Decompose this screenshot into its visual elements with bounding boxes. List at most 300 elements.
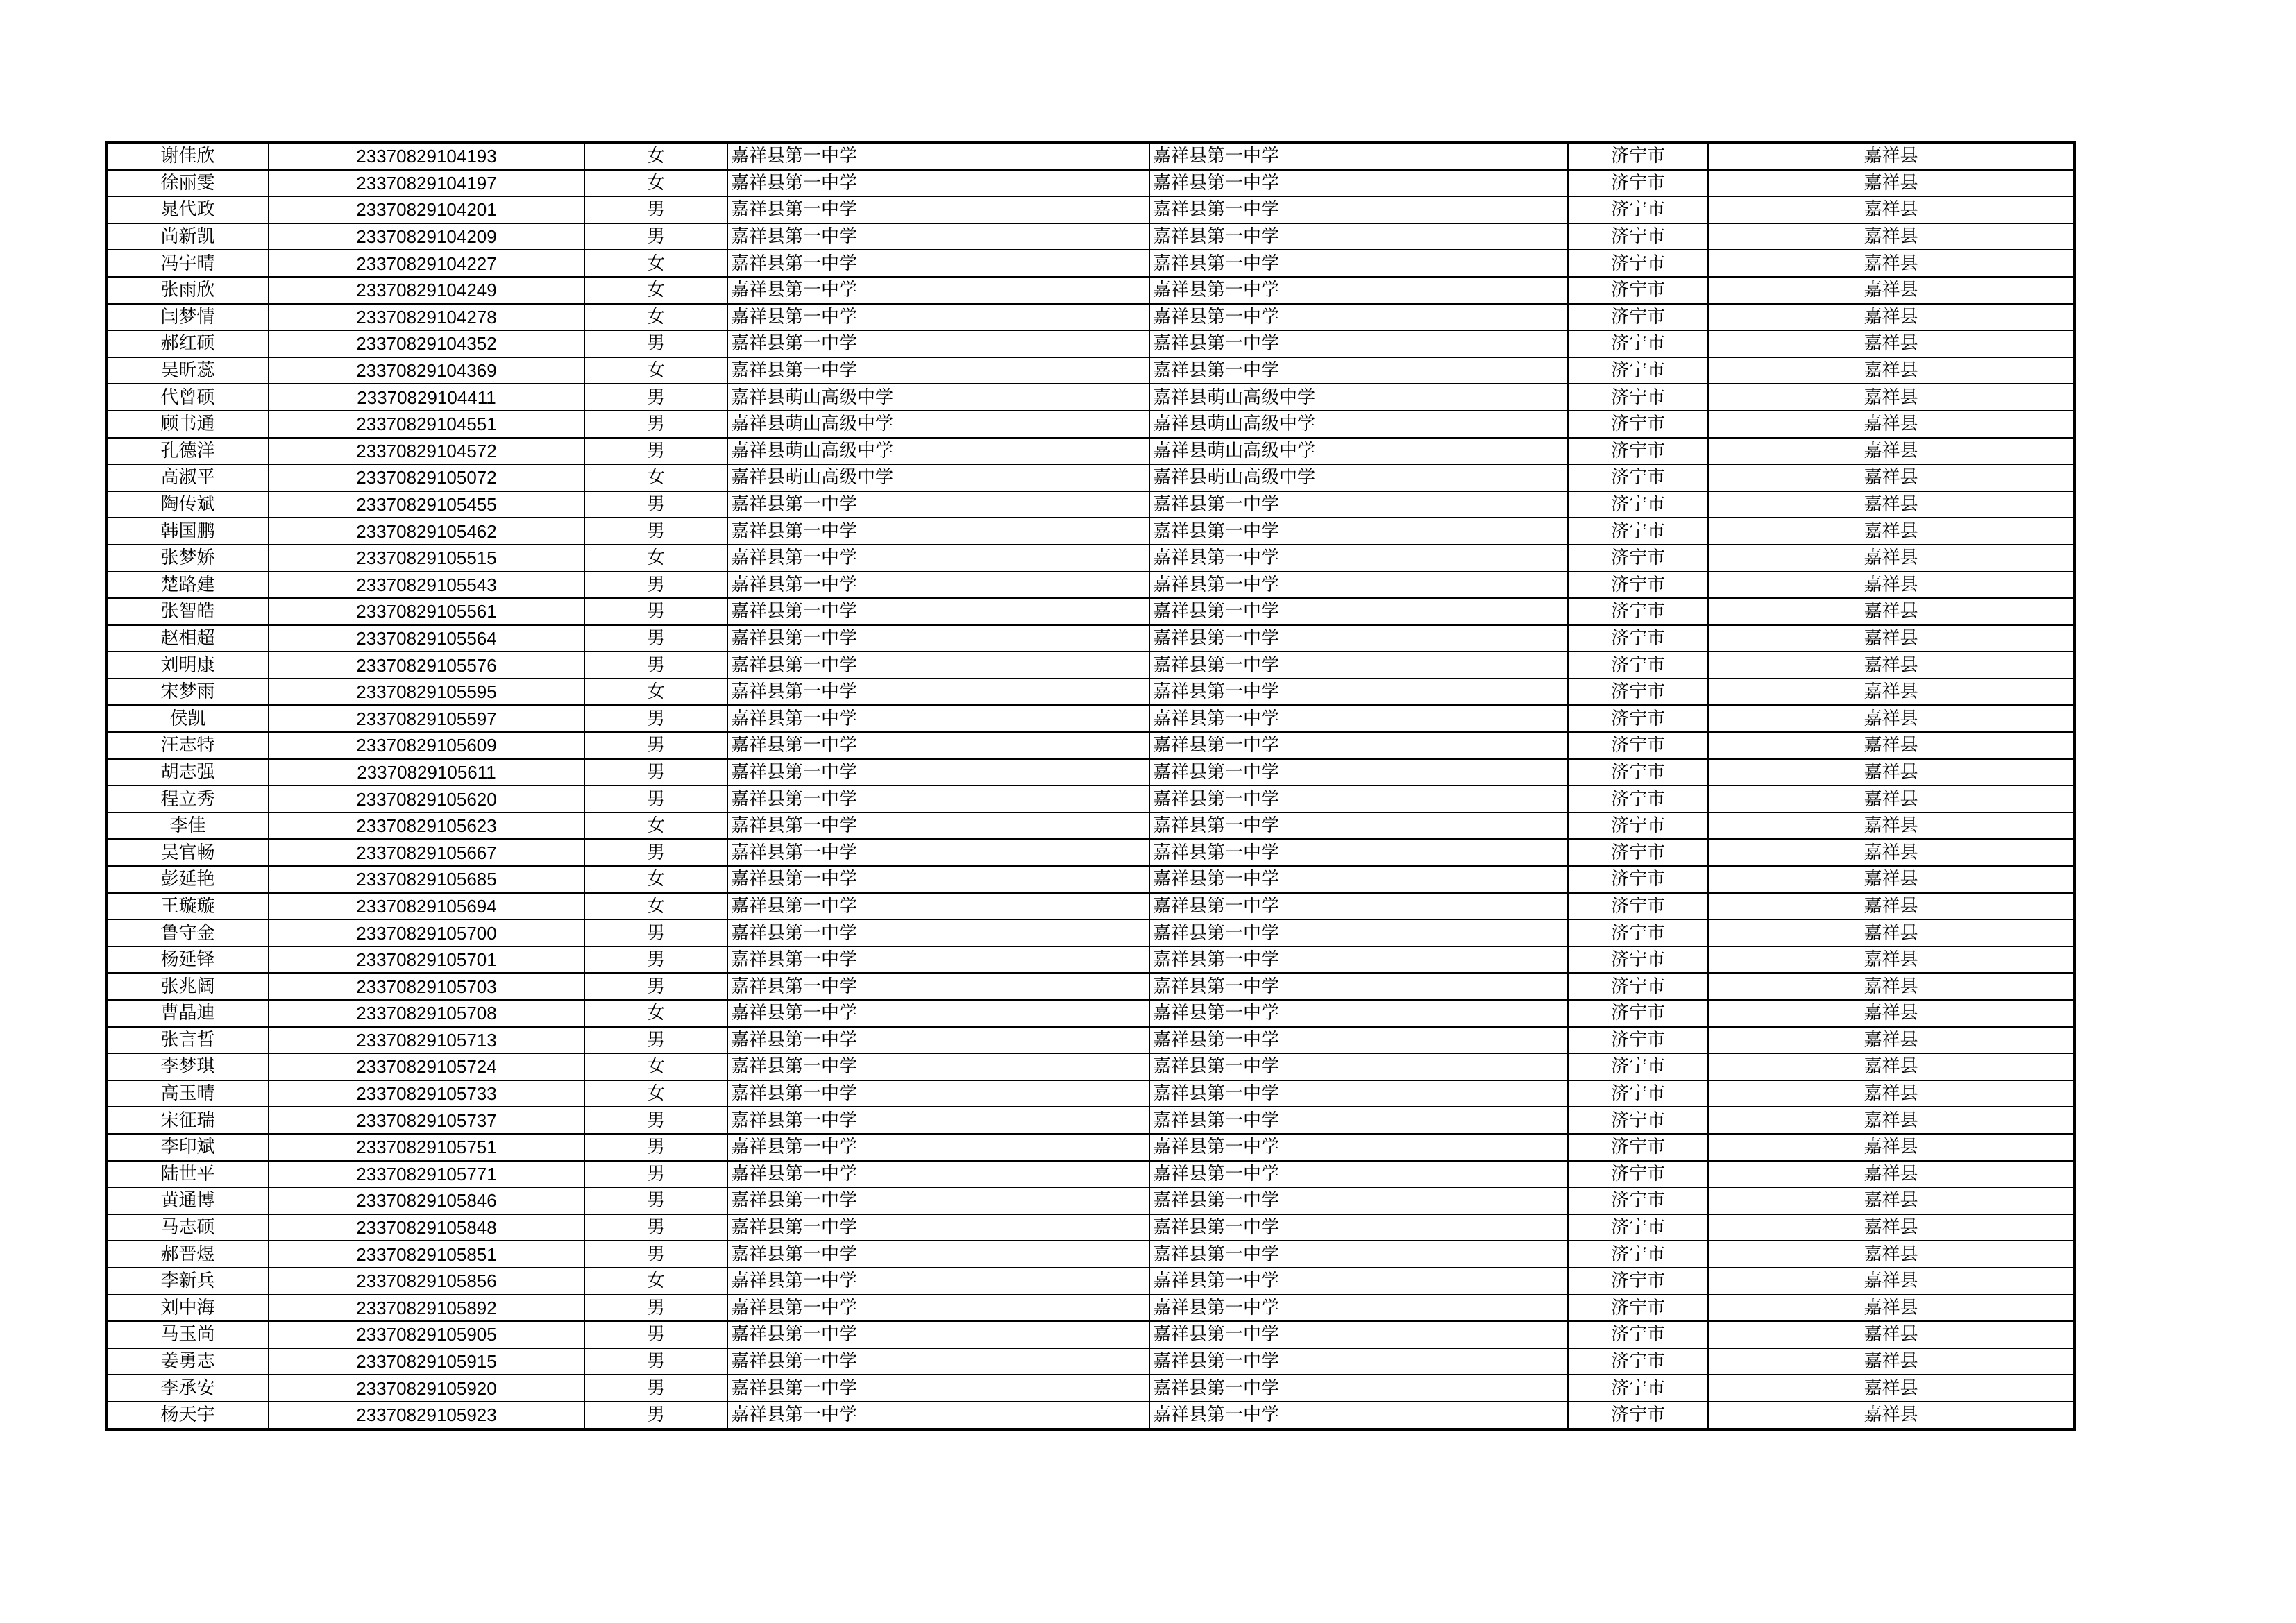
exam-number-cell: 23370829105667 <box>269 839 584 866</box>
student-name-cell: 陆世平 <box>106 1161 269 1188</box>
county-cell: 嘉祥县 <box>1708 464 2075 491</box>
school-cell: 嘉祥县第一中学 <box>727 1161 1149 1188</box>
table-body <box>106 142 2075 1429</box>
gender-cell: 女 <box>584 304 727 331</box>
table-row <box>106 1134 2075 1161</box>
exam-site-cell: 嘉祥县第一中学 <box>1149 813 1568 840</box>
table-row <box>106 1268 2075 1295</box>
exam-number-cell: 23370829105846 <box>269 1187 584 1214</box>
school-cell: 嘉祥县第一中学 <box>727 652 1149 679</box>
city-cell: 济宁市 <box>1568 1268 1708 1295</box>
exam-site-cell: 嘉祥县第一中学 <box>1149 1402 1568 1429</box>
gender-cell: 女 <box>584 813 727 840</box>
city-cell: 济宁市 <box>1568 277 1708 304</box>
school-cell: 嘉祥县第一中学 <box>727 1214 1149 1241</box>
county-cell: 嘉祥县 <box>1708 1027 2075 1054</box>
student-name-cell: 吴官畅 <box>106 839 269 866</box>
exam-site-cell: 嘉祥县第一中学 <box>1149 304 1568 331</box>
school-cell: 嘉祥县第一中学 <box>727 1295 1149 1322</box>
gender-cell: 男 <box>584 1375 727 1402</box>
student-name-cell: 侯凯 <box>106 705 269 732</box>
student-name-cell: 张智皓 <box>106 598 269 625</box>
city-cell: 济宁市 <box>1568 142 1708 170</box>
gender-cell: 女 <box>584 1053 727 1080</box>
city-cell: 济宁市 <box>1568 652 1708 679</box>
exam-number-cell: 23370829105733 <box>269 1080 584 1107</box>
table-row <box>106 223 2075 250</box>
table-row <box>106 304 2075 331</box>
student-name-cell: 孔德洋 <box>106 438 269 465</box>
table-row <box>106 1080 2075 1107</box>
gender-cell: 女 <box>584 464 727 491</box>
school-cell: 嘉祥县第一中学 <box>727 679 1149 706</box>
exam-number-cell: 23370829105543 <box>269 572 584 599</box>
exam-number-cell: 23370829104411 <box>269 384 584 411</box>
gender-cell: 男 <box>584 1321 727 1348</box>
city-cell: 济宁市 <box>1568 464 1708 491</box>
exam-site-cell: 嘉祥县第一中学 <box>1149 545 1568 572</box>
exam-number-cell: 23370829105713 <box>269 1027 584 1054</box>
student-name-cell: 郝红硕 <box>106 330 269 357</box>
school-cell: 嘉祥县第一中学 <box>727 330 1149 357</box>
exam-number-cell: 23370829105455 <box>269 491 584 518</box>
exam-site-cell: 嘉祥县第一中学 <box>1149 893 1568 920</box>
student-name-cell: 闫梦情 <box>106 304 269 331</box>
city-cell: 济宁市 <box>1568 1080 1708 1107</box>
school-cell: 嘉祥县第一中学 <box>727 973 1149 1000</box>
county-cell: 嘉祥县 <box>1708 893 2075 920</box>
county-cell: 嘉祥县 <box>1708 304 2075 331</box>
table-row <box>106 277 2075 304</box>
exam-number-cell: 23370829105708 <box>269 1000 584 1027</box>
exam-site-cell: 嘉祥县第一中学 <box>1149 1268 1568 1295</box>
exam-site-cell: 嘉祥县第一中学 <box>1149 759 1568 786</box>
gender-cell: 男 <box>584 438 727 465</box>
school-cell: 嘉祥县萌山高级中学 <box>727 384 1149 411</box>
exam-site-cell: 嘉祥县第一中学 <box>1149 1214 1568 1241</box>
exam-number-cell: 23370829104551 <box>269 411 584 438</box>
county-cell: 嘉祥县 <box>1708 1161 2075 1188</box>
student-name-cell: 胡志强 <box>106 759 269 786</box>
exam-number-cell: 23370829104193 <box>269 142 584 170</box>
exam-number-cell: 23370829104249 <box>269 277 584 304</box>
exam-site-cell: 嘉祥县第一中学 <box>1149 196 1568 223</box>
county-cell: 嘉祥县 <box>1708 1134 2075 1161</box>
school-cell: 嘉祥县第一中学 <box>727 250 1149 277</box>
city-cell: 济宁市 <box>1568 919 1708 946</box>
exam-site-cell: 嘉祥县第一中学 <box>1149 1321 1568 1348</box>
school-cell: 嘉祥县第一中学 <box>727 277 1149 304</box>
gender-cell: 女 <box>584 893 727 920</box>
county-cell: 嘉祥县 <box>1708 625 2075 652</box>
exam-number-cell: 23370829105462 <box>269 518 584 545</box>
exam-site-cell: 嘉祥县第一中学 <box>1149 518 1568 545</box>
gender-cell: 女 <box>584 545 727 572</box>
exam-number-cell: 23370829104209 <box>269 223 584 250</box>
gender-cell: 男 <box>584 223 727 250</box>
county-cell: 嘉祥县 <box>1708 277 2075 304</box>
city-cell: 济宁市 <box>1568 1241 1708 1268</box>
gender-cell: 女 <box>584 1080 727 1107</box>
gender-cell: 男 <box>584 330 727 357</box>
school-cell: 嘉祥县第一中学 <box>727 625 1149 652</box>
exam-number-cell: 23370829105576 <box>269 652 584 679</box>
gender-cell: 女 <box>584 170 727 197</box>
gender-cell: 男 <box>584 732 727 759</box>
exam-site-cell: 嘉祥县第一中学 <box>1149 330 1568 357</box>
exam-site-cell: 嘉祥县第一中学 <box>1149 1187 1568 1214</box>
county-cell: 嘉祥县 <box>1708 759 2075 786</box>
city-cell: 济宁市 <box>1568 866 1708 893</box>
exam-number-cell: 23370829105724 <box>269 1053 584 1080</box>
school-cell: 嘉祥县第一中学 <box>727 304 1149 331</box>
table-row <box>106 1000 2075 1027</box>
table-row <box>106 705 2075 732</box>
exam-site-cell: 嘉祥县第一中学 <box>1149 839 1568 866</box>
city-cell: 济宁市 <box>1568 1053 1708 1080</box>
table-row <box>106 1402 2075 1429</box>
student-name-cell: 李佳 <box>106 813 269 840</box>
table-row <box>106 1295 2075 1322</box>
student-name-cell: 李梦琪 <box>106 1053 269 1080</box>
city-cell: 济宁市 <box>1568 572 1708 599</box>
gender-cell: 男 <box>584 411 727 438</box>
student-name-cell: 鲁守金 <box>106 919 269 946</box>
table-row <box>106 545 2075 572</box>
gender-cell: 男 <box>584 491 727 518</box>
student-name-cell: 张言哲 <box>106 1027 269 1054</box>
school-cell: 嘉祥县第一中学 <box>727 813 1149 840</box>
exam-site-cell: 嘉祥县第一中学 <box>1149 223 1568 250</box>
exam-site-cell: 嘉祥县第一中学 <box>1149 679 1568 706</box>
exam-site-cell: 嘉祥县第一中学 <box>1149 785 1568 813</box>
exam-site-cell: 嘉祥县第一中学 <box>1149 1107 1568 1134</box>
student-name-cell: 冯宇晴 <box>106 250 269 277</box>
county-cell: 嘉祥县 <box>1708 1375 2075 1402</box>
table-row <box>106 196 2075 223</box>
school-cell: 嘉祥县第一中学 <box>727 170 1149 197</box>
table-row <box>106 893 2075 920</box>
exam-number-cell: 23370829105701 <box>269 946 584 974</box>
gender-cell: 男 <box>584 1402 727 1429</box>
county-cell: 嘉祥县 <box>1708 223 2075 250</box>
student-name-cell: 赵相超 <box>106 625 269 652</box>
table-row <box>106 946 2075 974</box>
exam-number-cell: 23370829104572 <box>269 438 584 465</box>
table-row <box>106 1187 2075 1214</box>
school-cell: 嘉祥县第一中学 <box>727 1241 1149 1268</box>
school-cell: 嘉祥县第一中学 <box>727 518 1149 545</box>
exam-number-cell: 23370829104352 <box>269 330 584 357</box>
exam-site-cell: 嘉祥县第一中学 <box>1149 625 1568 652</box>
exam-site-cell: 嘉祥县萌山高级中学 <box>1149 384 1568 411</box>
gender-cell: 女 <box>584 250 727 277</box>
table-row <box>106 1321 2075 1348</box>
city-cell: 济宁市 <box>1568 759 1708 786</box>
school-cell: 嘉祥县第一中学 <box>727 785 1149 813</box>
table-row <box>106 572 2075 599</box>
school-cell: 嘉祥县第一中学 <box>727 491 1149 518</box>
county-cell: 嘉祥县 <box>1708 973 2075 1000</box>
table-row <box>106 1107 2075 1134</box>
city-cell: 济宁市 <box>1568 330 1708 357</box>
table-row <box>106 732 2075 759</box>
exam-number-cell: 23370829105611 <box>269 759 584 786</box>
school-cell: 嘉祥县第一中学 <box>727 1053 1149 1080</box>
city-cell: 济宁市 <box>1568 357 1708 384</box>
exam-site-cell: 嘉祥县第一中学 <box>1149 1134 1568 1161</box>
city-cell: 济宁市 <box>1568 411 1708 438</box>
student-name-cell: 代曾硕 <box>106 384 269 411</box>
gender-cell: 男 <box>584 1295 727 1322</box>
table-row <box>106 250 2075 277</box>
school-cell: 嘉祥县第一中学 <box>727 866 1149 893</box>
gender-cell: 男 <box>584 572 727 599</box>
exam-number-cell: 23370829105700 <box>269 919 584 946</box>
student-name-cell: 郝晋煜 <box>106 1241 269 1268</box>
gender-cell: 男 <box>584 598 727 625</box>
city-cell: 济宁市 <box>1568 223 1708 250</box>
student-name-cell: 宋梦雨 <box>106 679 269 706</box>
student-name-cell: 王璇璇 <box>106 893 269 920</box>
exam-site-cell: 嘉祥县第一中学 <box>1149 598 1568 625</box>
county-cell: 嘉祥县 <box>1708 196 2075 223</box>
table-row <box>106 759 2075 786</box>
school-cell: 嘉祥县第一中学 <box>727 223 1149 250</box>
exam-site-cell: 嘉祥县第一中学 <box>1149 1241 1568 1268</box>
gender-cell: 女 <box>584 142 727 170</box>
county-cell: 嘉祥县 <box>1708 1053 2075 1080</box>
exam-number-cell: 23370829105694 <box>269 893 584 920</box>
county-cell: 嘉祥县 <box>1708 866 2075 893</box>
city-cell: 济宁市 <box>1568 839 1708 866</box>
table-row <box>106 652 2075 679</box>
school-cell: 嘉祥县第一中学 <box>727 1375 1149 1402</box>
gender-cell: 男 <box>584 919 727 946</box>
exam-site-cell: 嘉祥县第一中学 <box>1149 491 1568 518</box>
gender-cell: 男 <box>584 785 727 813</box>
city-cell: 济宁市 <box>1568 1402 1708 1429</box>
exam-number-cell: 23370829105851 <box>269 1241 584 1268</box>
student-name-cell: 尚新凯 <box>106 223 269 250</box>
table-row <box>106 170 2075 197</box>
table-row <box>106 1375 2075 1402</box>
table-row <box>106 919 2075 946</box>
county-cell: 嘉祥县 <box>1708 839 2075 866</box>
exam-site-cell: 嘉祥县第一中学 <box>1149 250 1568 277</box>
student-name-cell: 谢佳欣 <box>106 142 269 170</box>
gender-cell: 男 <box>584 759 727 786</box>
exam-site-cell: 嘉祥县第一中学 <box>1149 866 1568 893</box>
student-name-cell: 彭延艳 <box>106 866 269 893</box>
student-name-cell: 宋征瑞 <box>106 1107 269 1134</box>
gender-cell: 女 <box>584 679 727 706</box>
exam-number-cell: 23370829105685 <box>269 866 584 893</box>
student-name-cell: 李印斌 <box>106 1134 269 1161</box>
exam-number-cell: 23370829105892 <box>269 1295 584 1322</box>
school-cell: 嘉祥县第一中学 <box>727 1348 1149 1375</box>
gender-cell: 男 <box>584 1187 727 1214</box>
county-cell: 嘉祥县 <box>1708 1214 2075 1241</box>
county-cell: 嘉祥县 <box>1708 438 2075 465</box>
city-cell: 济宁市 <box>1568 1321 1708 1348</box>
city-cell: 济宁市 <box>1568 1375 1708 1402</box>
school-cell: 嘉祥县第一中学 <box>727 1080 1149 1107</box>
school-cell: 嘉祥县第一中学 <box>727 919 1149 946</box>
exam-number-cell: 23370829105564 <box>269 625 584 652</box>
exam-number-cell: 23370829105072 <box>269 464 584 491</box>
student-name-cell: 马玉尚 <box>106 1321 269 1348</box>
city-cell: 济宁市 <box>1568 813 1708 840</box>
school-cell: 嘉祥县萌山高级中学 <box>727 464 1149 491</box>
exam-number-cell: 23370829104369 <box>269 357 584 384</box>
table-row <box>106 357 2075 384</box>
student-name-cell: 陶传斌 <box>106 491 269 518</box>
table-row <box>106 518 2075 545</box>
exam-number-cell: 23370829105856 <box>269 1268 584 1295</box>
county-cell: 嘉祥县 <box>1708 946 2075 974</box>
exam-number-cell: 23370829105771 <box>269 1161 584 1188</box>
exam-site-cell: 嘉祥县第一中学 <box>1149 1295 1568 1322</box>
city-cell: 济宁市 <box>1568 679 1708 706</box>
table-row <box>106 598 2075 625</box>
gender-cell: 女 <box>584 277 727 304</box>
school-cell: 嘉祥县第一中学 <box>727 732 1149 759</box>
county-cell: 嘉祥县 <box>1708 705 2075 732</box>
exam-number-cell: 23370829104278 <box>269 304 584 331</box>
exam-number-cell: 23370829104201 <box>269 196 584 223</box>
gender-cell: 男 <box>584 1241 727 1268</box>
county-cell: 嘉祥县 <box>1708 732 2075 759</box>
exam-site-cell: 嘉祥县第一中学 <box>1149 705 1568 732</box>
city-cell: 济宁市 <box>1568 1214 1708 1241</box>
table-row <box>106 839 2075 866</box>
exam-number-cell: 23370829105920 <box>269 1375 584 1402</box>
student-name-cell: 高玉晴 <box>106 1080 269 1107</box>
table-row <box>106 866 2075 893</box>
city-cell: 济宁市 <box>1568 1107 1708 1134</box>
exam-number-cell: 23370829105595 <box>269 679 584 706</box>
gender-cell: 男 <box>584 518 727 545</box>
exam-site-cell: 嘉祥县第一中学 <box>1149 1053 1568 1080</box>
county-cell: 嘉祥县 <box>1708 384 2075 411</box>
exam-site-cell: 嘉祥县第一中学 <box>1149 973 1568 1000</box>
county-cell: 嘉祥县 <box>1708 330 2075 357</box>
exam-number-cell: 23370829105609 <box>269 732 584 759</box>
student-name-cell: 马志硕 <box>106 1214 269 1241</box>
table-row <box>106 384 2075 411</box>
county-cell: 嘉祥县 <box>1708 518 2075 545</box>
city-cell: 济宁市 <box>1568 785 1708 813</box>
school-cell: 嘉祥县萌山高级中学 <box>727 438 1149 465</box>
student-name-cell: 顾书通 <box>106 411 269 438</box>
exam-site-cell: 嘉祥县第一中学 <box>1149 1348 1568 1375</box>
exam-site-cell: 嘉祥县萌山高级中学 <box>1149 438 1568 465</box>
table-row <box>106 1214 2075 1241</box>
exam-number-cell: 23370829105597 <box>269 705 584 732</box>
table-row <box>106 464 2075 491</box>
gender-cell: 女 <box>584 866 727 893</box>
student-name-cell: 曹晶迪 <box>106 1000 269 1027</box>
city-cell: 济宁市 <box>1568 973 1708 1000</box>
county-cell: 嘉祥县 <box>1708 1348 2075 1375</box>
city-cell: 济宁市 <box>1568 304 1708 331</box>
city-cell: 济宁市 <box>1568 705 1708 732</box>
exam-number-cell: 23370829105905 <box>269 1321 584 1348</box>
city-cell: 济宁市 <box>1568 170 1708 197</box>
city-cell: 济宁市 <box>1568 1027 1708 1054</box>
school-cell: 嘉祥县第一中学 <box>727 1000 1149 1027</box>
city-cell: 济宁市 <box>1568 1134 1708 1161</box>
student-name-cell: 高淑平 <box>106 464 269 491</box>
gender-cell: 男 <box>584 973 727 1000</box>
school-cell: 嘉祥县第一中学 <box>727 598 1149 625</box>
exam-site-cell: 嘉祥县第一中学 <box>1149 1000 1568 1027</box>
exam-site-cell: 嘉祥县第一中学 <box>1149 357 1568 384</box>
exam-number-cell: 23370829104197 <box>269 170 584 197</box>
exam-site-cell: 嘉祥县第一中学 <box>1149 1161 1568 1188</box>
county-cell: 嘉祥县 <box>1708 170 2075 197</box>
gender-cell: 男 <box>584 1214 727 1241</box>
exam-number-cell: 23370829105737 <box>269 1107 584 1134</box>
city-cell: 济宁市 <box>1568 1187 1708 1214</box>
county-cell: 嘉祥县 <box>1708 1295 2075 1322</box>
county-cell: 嘉祥县 <box>1708 250 2075 277</box>
county-cell: 嘉祥县 <box>1708 785 2075 813</box>
exam-number-cell: 23370829105915 <box>269 1348 584 1375</box>
student-name-cell: 晁代政 <box>106 196 269 223</box>
school-cell: 嘉祥县第一中学 <box>727 357 1149 384</box>
school-cell: 嘉祥县第一中学 <box>727 1134 1149 1161</box>
county-cell: 嘉祥县 <box>1708 813 2075 840</box>
exam-site-cell: 嘉祥县第一中学 <box>1149 652 1568 679</box>
exam-number-cell: 23370829105623 <box>269 813 584 840</box>
city-cell: 济宁市 <box>1568 438 1708 465</box>
student-name-cell: 程立秀 <box>106 785 269 813</box>
gender-cell: 男 <box>584 196 727 223</box>
county-cell: 嘉祥县 <box>1708 1080 2075 1107</box>
student-name-cell: 刘中海 <box>106 1295 269 1322</box>
exam-site-cell: 嘉祥县萌山高级中学 <box>1149 464 1568 491</box>
city-cell: 济宁市 <box>1568 491 1708 518</box>
school-cell: 嘉祥县第一中学 <box>727 705 1149 732</box>
gender-cell: 男 <box>584 1134 727 1161</box>
student-name-cell: 楚路建 <box>106 572 269 599</box>
student-name-cell: 杨延铎 <box>106 946 269 974</box>
exam-number-cell: 23370829105751 <box>269 1134 584 1161</box>
school-cell: 嘉祥县第一中学 <box>727 893 1149 920</box>
gender-cell: 男 <box>584 1348 727 1375</box>
student-name-cell: 韩国鹏 <box>106 518 269 545</box>
county-cell: 嘉祥县 <box>1708 652 2075 679</box>
exam-number-cell: 23370829105561 <box>269 598 584 625</box>
city-cell: 济宁市 <box>1568 893 1708 920</box>
exam-site-cell: 嘉祥县第一中学 <box>1149 572 1568 599</box>
school-cell: 嘉祥县第一中学 <box>727 1187 1149 1214</box>
school-cell: 嘉祥县第一中学 <box>727 759 1149 786</box>
table-row <box>106 679 2075 706</box>
gender-cell: 男 <box>584 946 727 974</box>
county-cell: 嘉祥县 <box>1708 1187 2075 1214</box>
gender-cell: 男 <box>584 625 727 652</box>
city-cell: 济宁市 <box>1568 1161 1708 1188</box>
student-name-cell: 徐丽雯 <box>106 170 269 197</box>
school-cell: 嘉祥县萌山高级中学 <box>727 411 1149 438</box>
gender-cell: 男 <box>584 1161 727 1188</box>
student-name-cell: 张兆阔 <box>106 973 269 1000</box>
student-name-cell: 杨天宇 <box>106 1402 269 1429</box>
exam-site-cell: 嘉祥县第一中学 <box>1149 170 1568 197</box>
